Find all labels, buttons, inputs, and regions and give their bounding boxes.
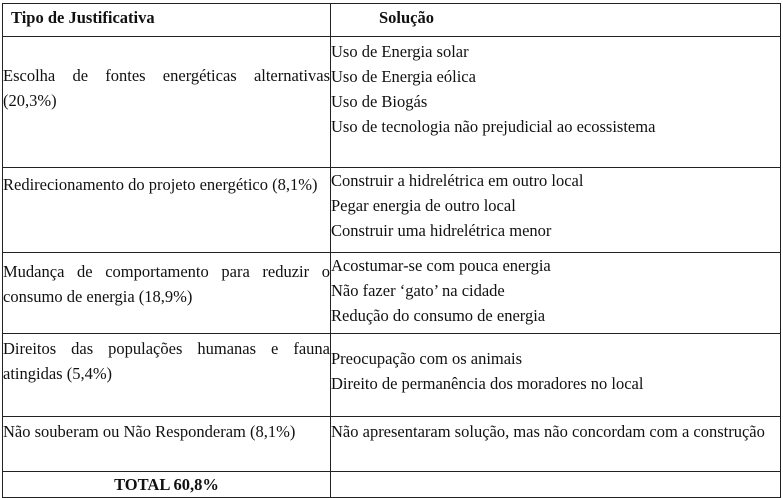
table-row (3, 417, 781, 472)
solution-item: Uso de tecnologia não prejudicial ao ecossistema (331, 117, 656, 136)
solution-item: Direito de permanência dos moradores no local (331, 374, 644, 393)
solution-item: Não fazer ‘gato’ na cidade (331, 281, 505, 300)
justification-cell (3, 334, 331, 417)
total-label: TOTAL 60,8% (3, 472, 331, 498)
solution-item: Construir a hidrelétrica em outro local (331, 171, 584, 190)
justification-text: Escolha de fontes energéticas alternativas (20,3%) (3, 66, 330, 110)
solution-item: Pegar energia de outro local (331, 196, 516, 215)
solution-item: Uso de Energia eólica (331, 67, 476, 86)
justification-cell (3, 253, 331, 334)
total-empty-cell (331, 472, 781, 498)
solution-cell (331, 168, 781, 253)
justification-text: Redirecionamento do projeto energético (8,1%) (3, 175, 318, 194)
solution-item: Uso de Biogás (331, 92, 428, 111)
solution-item: Preocupação com os animais (331, 349, 523, 368)
table-header-row (3, 4, 781, 37)
header-justification-type: Tipo de Justificativa (3, 4, 331, 37)
table-row (3, 334, 781, 417)
total-row (3, 472, 781, 498)
justification-text: Mudança de comportamento para reduzir o consumo de energia (18,9%) (3, 262, 330, 306)
solution-cell (331, 253, 781, 334)
solution-item: Uso de Energia solar (331, 42, 469, 61)
justification-cell (3, 37, 331, 168)
solution-item: Construir uma hidrelétrica menor (331, 221, 552, 240)
table-row (3, 168, 781, 253)
justification-text: Direitos das populações humanas e fauna atingidas (5,4%) (3, 339, 330, 383)
solution-cell (331, 417, 781, 472)
justification-cell (3, 417, 331, 472)
justification-solution-table (2, 3, 781, 498)
solution-item: Não apresentaram solução, mas não concordam com a construção (331, 422, 765, 441)
justification-text: Não souberam ou Não Responderam (8,1%) (3, 422, 296, 441)
table-row (3, 253, 781, 334)
solution-item: Acostumar-se com pouca energia (331, 256, 551, 275)
header-solution: Solução (331, 4, 781, 37)
solution-item: Redução do consumo de energia (331, 306, 546, 325)
solution-cell (331, 37, 781, 168)
table-row (3, 37, 781, 168)
justification-cell (3, 168, 331, 253)
solution-cell (331, 334, 781, 417)
